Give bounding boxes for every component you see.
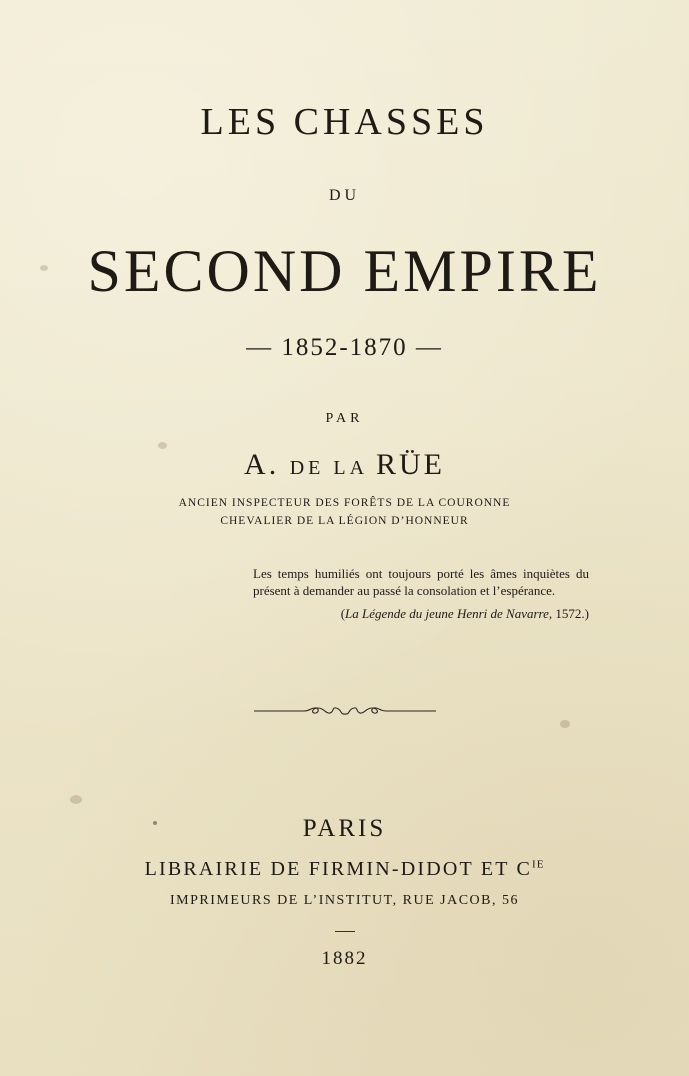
imprint-city: PARIS xyxy=(302,815,387,842)
author-particle: DE LA xyxy=(289,457,376,479)
author-par: PAR xyxy=(325,411,364,426)
epigraph-source xyxy=(253,605,589,622)
paper-speck xyxy=(153,821,157,825)
epigraph-text: Les temps humiliés ont toujours porté les âmes inquiètes du présent à demander au passé la consolation et l’espérance. xyxy=(253,566,589,598)
imprint-year: 1882 xyxy=(321,948,368,969)
author-role-2: CHEVALIER DE LA LÉGION D’HONNEUR xyxy=(220,515,469,527)
imprint-publisher-text: LIBRAIRIE DE FIRMIN-DIDOT ET C xyxy=(144,858,533,880)
epigraph-source-close: , 1572.) xyxy=(548,606,589,621)
epigraph-source-title: La Légende du jeune Henri de Navarre xyxy=(345,606,549,621)
title-line-1: LES CHASSES xyxy=(200,101,489,143)
imprint-dash xyxy=(335,931,355,932)
paper-speck xyxy=(560,720,570,728)
paper-speck xyxy=(40,265,48,271)
paper-speck xyxy=(70,795,82,804)
author-name xyxy=(0,448,689,482)
author-role-1: ANCIEN INSPECTEUR DES FORÊTS DE LA COURONNE xyxy=(178,497,511,509)
paper-speck xyxy=(158,442,167,449)
epigraph-source-open: ( xyxy=(340,606,346,621)
imprint-publisher xyxy=(0,858,689,881)
epigraph xyxy=(253,565,589,622)
title-line-2: DU xyxy=(328,187,361,204)
title-dates: — 1852-1870 — xyxy=(246,334,443,361)
imprint-printers: IMPRIMEURS DE L’INSTITUT, RUE JACOB, 56 xyxy=(169,893,519,908)
author-initial: A. xyxy=(244,448,290,481)
title-line-3: SECOND EMPIRE xyxy=(87,238,602,304)
imprint-publisher-sup: IE xyxy=(532,858,545,871)
author-surname: RÜE xyxy=(375,448,445,481)
ornament-divider-icon xyxy=(252,700,438,722)
